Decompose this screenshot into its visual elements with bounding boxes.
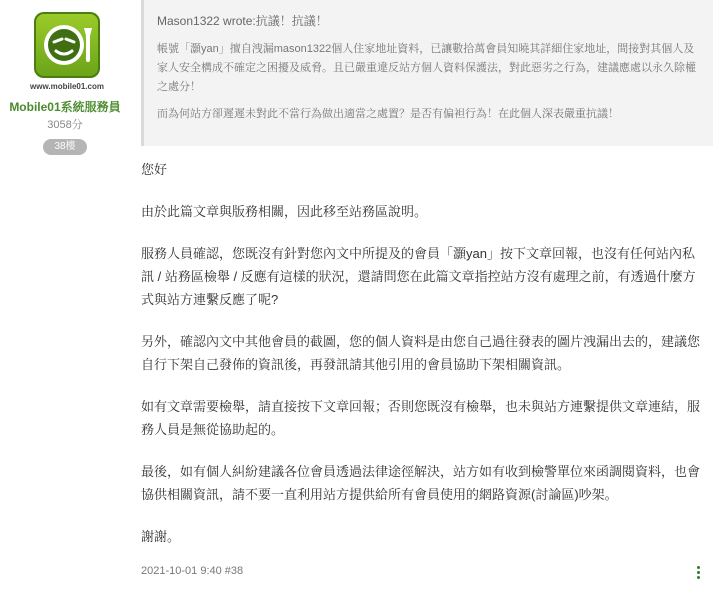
- quote-paragraph: 而為何站方卻遲遲未對此不當行為做出適當之處置？是否有偏袒行為！在此個人深表嚴重抗議！: [157, 108, 619, 120]
- post-paragraph: 由於此篇文章與版務相關，因此移至站務區說明。: [141, 204, 428, 219]
- quote-block: [141, 0, 713, 146]
- post-paragraph: 最後，如有個人糾紛建議各位會員透過法律途徑解決，站方如有收到檢警單位來函調閱資料，也會協供相關資訊，請不要一直利用站方提供給所有會員使用的網路資源(討論區)吵架。: [141, 464, 701, 502]
- post-body: [141, 158, 701, 567]
- post-paragraph: 另外，確認內文中其他會員的截圖，您的個人資料是由您自己過往發表的圖片洩漏出去的，建議您自行下架自己發佈的資訊後，再發訊請其他引用的會員協助下架相關資訊。: [141, 334, 701, 372]
- user-score: 3058分: [47, 119, 83, 131]
- mobile01-logo-icon: [34, 12, 100, 78]
- post-timestamp[interactable]: 2021-10-01 9:40 #38: [141, 565, 244, 577]
- avatar-site-url: www.mobile01.com: [30, 82, 104, 91]
- quote-author: Mason1322 wrote:抗議！抗議！: [157, 14, 328, 28]
- avatar[interactable]: [27, 8, 107, 92]
- floor-badge[interactable]: 38樓: [43, 139, 87, 155]
- quote-paragraph: 帳號「灝yan」擅自洩漏mason1322個人住家地址資料，已讓數拾萬會員知曉其詳細住家地址，間接對其個人及家人安全構成不確定之困擾及威脅。且已嚴重違反站方個人資料保護法，對此惡劣之行為，建議應處以永久除權之處分！: [157, 43, 696, 93]
- post-paragraph: 服務人員確認，您既沒有針對您內文中所提及的會員「灝yan」按下文章回報，也沒有任何站內私訊 / 站務區檢舉 / 反應有這樣的狀況，還請問您在此篇文章指控站方沒有處理之前，有透過什麼方式與站方連繫反應了呢?: [141, 246, 696, 307]
- user-sidebar: [0, 0, 130, 601]
- username[interactable]: Mobile01系統服務員: [9, 100, 121, 114]
- post-paragraph: 如有文章需要檢舉，請直接按下文章回報；否則您既沒有檢舉，也未與站方連繫提供文章連結，服務人員是無從協助起的。: [141, 399, 701, 437]
- post-paragraph: 謝謝。: [141, 529, 181, 544]
- post-paragraph: 您好: [141, 162, 168, 177]
- more-vertical-icon[interactable]: [692, 566, 704, 580]
